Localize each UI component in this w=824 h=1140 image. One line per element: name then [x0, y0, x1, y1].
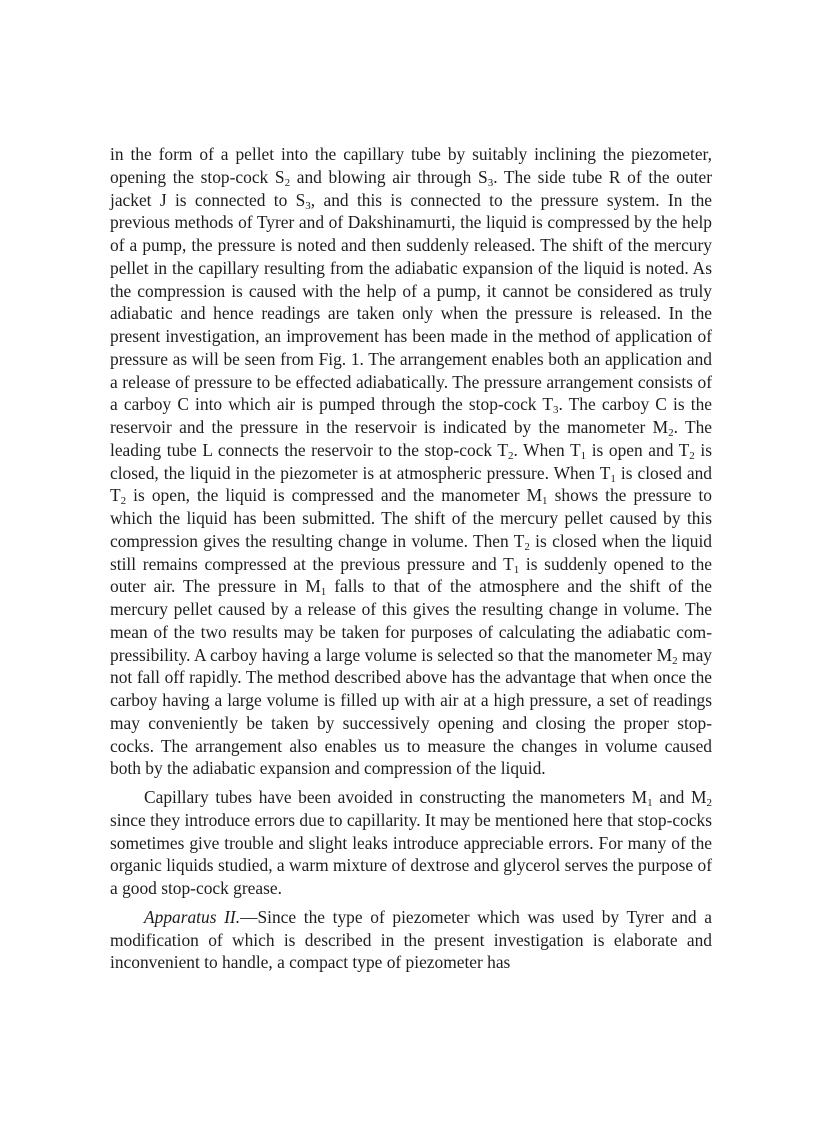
text-run: shows the pressure to which the liquid has been submitted. The shift of the mercury pellet caused by this compression gives the resulting change in volume. Then T	[110, 485, 712, 551]
subscript: 1	[580, 449, 587, 462]
subscript: 2	[668, 427, 674, 439]
subscript: 2	[120, 495, 127, 508]
body-paragraph	[110, 143, 712, 780]
subscript: 3	[552, 404, 559, 417]
text-run: may not fall off rapidly. The method described above has the advantage that when once the carboy having a large volume is filled up with air at a high pressure, a set of readings may conveniently be taken by successively opening and closing the proper stop-cocks. The arrangement also enables us to measure the changes in volume caused both by the adiabatic expansion and compression of the liquid.	[110, 644, 712, 779]
text-run: . When T	[513, 439, 581, 460]
text-run: Capillary tubes have been avoided in constructing the manometers M	[144, 787, 648, 807]
text-run: falls to that of the atmosphere and the shift of the mercury pellet caused by a release of this gives the resulting change in volume. The mean of the two results may be taken for purposes of calculating the adiabatic compressibility. A carboy having a large volume is selected so that the manometer M	[110, 576, 712, 665]
text-run: in the form of a pellet into the capillary tube by suitably inclining the piezometer, opening the stop-cock S	[110, 144, 712, 187]
subscript: 3	[305, 199, 311, 212]
text-run: and M	[652, 787, 707, 807]
subscript: 1	[610, 472, 616, 485]
subscript: 1	[320, 586, 327, 599]
text-run: , and this is connected to the pressure system. In the previous methods of Tyrer and of Dakshinamurti, the liquid is compressed by the help of a pump, the pressure is noted and then suddenly released. The shift of the mercury pellet in the capillary resulting from the adiabatic expansion of the liquid is noted. As the compression is caused with the help of a pump, it cannot be considered as truly adiabatic and hence readings are taken only when the pressure is released. In the present investigation, an improvement has been made in the method of application of pressure as will be seen from Fig. 1. The arrangement enables both an application and a release of pressure to be effected adiabatically. The pressure arrangement consists of a carboy C into which air is pumped through the stop-cock T	[110, 189, 712, 415]
body-paragraph	[110, 786, 712, 900]
subscript: 2	[706, 797, 712, 809]
text-run: . The leading tube L connects the reservoir to the stop-cock T	[110, 417, 712, 460]
subscript: 1	[647, 797, 653, 809]
subscript: 2	[508, 449, 514, 462]
section-run-in-heading: Apparatus II.	[144, 906, 241, 927]
text-run: —Since the type of piezometer which was used by Tyrer and a modification of which is described in the present investigation is elaborate and inconvenient to handle, a compact type of piezometer has	[110, 906, 712, 973]
text-run: . The carboy C is the reservoir and the pressure in the reservoir is indicated by the manometer M	[110, 394, 712, 437]
text-run: . The side tube R of the outer jacket J is connected to S	[110, 166, 712, 210]
subscript: 1	[513, 563, 520, 576]
body-paragraph	[110, 906, 712, 974]
subscript: 3	[487, 176, 494, 189]
text-run: since they introduce errors due to capillarity. It may be mentioned here that stop-cocks sometimes give trouble and slight leaks introduce appreciable errors. For many of the organic liquids studied, a warm mixture of dextrose and glycerol serves the purpose of a good stop-cock grease.	[110, 809, 712, 898]
text-run: is closed, the liquid in the piezometer is at atmospheric pressure. When T	[110, 439, 712, 483]
text-run: is closed when the liquid still remains compressed at the previous pressure and T	[110, 530, 712, 574]
subscript: 2	[689, 449, 695, 462]
text-run: and blowing air through S	[290, 166, 488, 187]
page-body	[110, 143, 712, 974]
subscript: 2	[672, 654, 678, 667]
text-run: is suddenly opened to the outer air. The pressure in M	[110, 553, 712, 597]
subscript: 2	[284, 176, 291, 189]
subscript: 2	[524, 540, 530, 553]
subscript: 1	[542, 495, 548, 508]
text-run: is closed and T	[110, 462, 712, 506]
text-run: is open, the liquid is compressed and the manometer M	[126, 485, 543, 506]
text-run: is open and T	[586, 439, 690, 460]
